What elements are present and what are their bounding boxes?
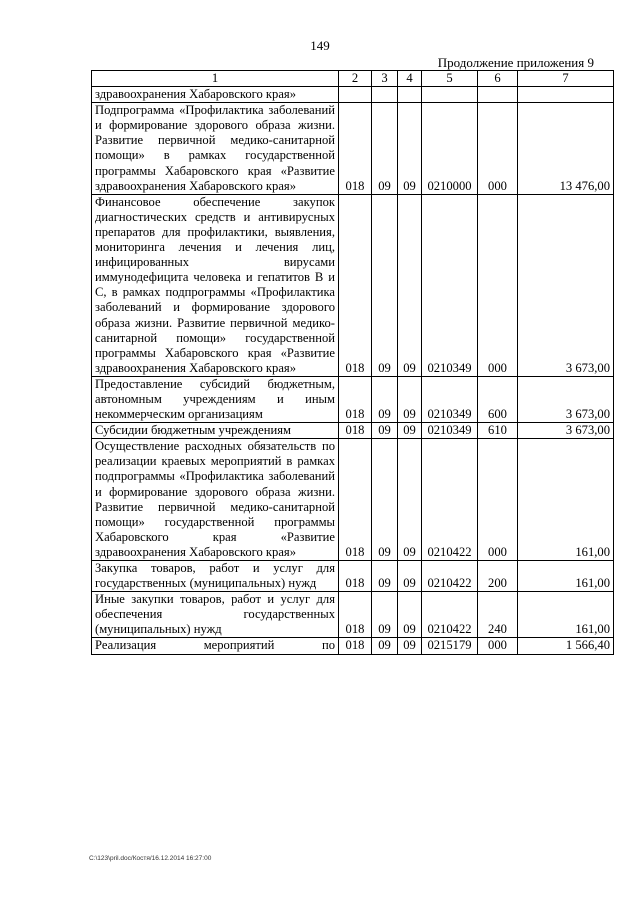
page-number: 149 [310, 38, 330, 53]
cell-amount: 161,00 [518, 592, 614, 638]
cell-subsection: 09 [398, 439, 422, 561]
row-name: Предоставление субсидий бюджетным, автономным учреждениям и иным некоммерческим организациям [92, 376, 339, 422]
cell-expense-type: 000 [478, 638, 518, 654]
cell-target-article: 0210349 [422, 376, 478, 422]
table-row [92, 194, 614, 376]
cell-expense-type: 600 [478, 376, 518, 422]
cell-expense-type: 000 [478, 439, 518, 561]
cell-target-article: 0215179 [422, 638, 478, 654]
column-header: 5 [422, 71, 478, 87]
cell-ministry: 018 [339, 194, 372, 376]
table-row [92, 87, 614, 103]
column-header: 7 [518, 71, 614, 87]
cell-ministry: 018 [339, 439, 372, 561]
cell-expense-type: 610 [478, 423, 518, 439]
table-row [92, 561, 614, 592]
column-header: 6 [478, 71, 518, 87]
cell-section: 09 [372, 439, 398, 561]
row-name: Закупка товаров, работ и услуг для государственных (муниципальных) нужд [92, 561, 339, 592]
file-path-footer: C:\123\pril.doc/Костя/16.12.2014 16:27:00 [89, 855, 212, 862]
cell-target-article: 0210349 [422, 194, 478, 376]
cell-ministry: 018 [339, 103, 372, 195]
table-row [92, 423, 614, 439]
cell-ministry: 018 [339, 423, 372, 439]
cell-subsection: 09 [398, 561, 422, 592]
table-row [92, 638, 614, 654]
cell-section: 09 [372, 592, 398, 638]
cell-target-article: 0210422 [422, 592, 478, 638]
cell-amount: 3 673,00 [518, 376, 614, 422]
cell-ministry: 018 [339, 561, 372, 592]
cell-expense-type: 000 [478, 194, 518, 376]
row-name: Подпрограмма «Профилактика заболеваний и формирование здорового образа жизни. Развитие первичной медико-санитарной помощи» в рамках государственной программы Хабаровского края «Развитие здравоохранения Хабаровского края» [92, 103, 339, 195]
column-header: 3 [372, 71, 398, 87]
cell-target-article: 0210349 [422, 423, 478, 439]
cell-subsection [398, 87, 422, 103]
cell-amount: 1 566,40 [518, 638, 614, 654]
cell-section: 09 [372, 423, 398, 439]
table-row [92, 592, 614, 638]
column-header: 1 [92, 71, 339, 87]
cell-expense-type [478, 87, 518, 103]
cell-ministry: 018 [339, 592, 372, 638]
column-header: 2 [339, 71, 372, 87]
cell-expense-type: 240 [478, 592, 518, 638]
budget-table [91, 70, 614, 655]
cell-subsection: 09 [398, 194, 422, 376]
cell-amount [518, 87, 614, 103]
cell-subsection: 09 [398, 638, 422, 654]
cell-section [372, 87, 398, 103]
row-name: Реализация мероприятий по [92, 638, 339, 654]
cell-section: 09 [372, 194, 398, 376]
continuation-label: Продолжение приложения 9 [437, 55, 594, 70]
row-name: Осуществление расходных обязательств по реализации краевых мероприятий в рамках подпрограммы «Профилактика заболеваний и формирование здорового образа жизни. Развитие первичной медико-санитарной помощи» государственной программы Хабаровского края «Развитие здравоохранения Хабаровского края» [92, 439, 339, 561]
cell-section: 09 [372, 103, 398, 195]
cell-amount: 13 476,00 [518, 103, 614, 195]
cell-expense-type: 200 [478, 561, 518, 592]
cell-target-article [422, 87, 478, 103]
row-name: здравоохранения Хабаровского края» [92, 87, 339, 103]
column-header: 4 [398, 71, 422, 87]
table-row [92, 439, 614, 561]
cell-ministry [339, 87, 372, 103]
row-name: Финансовое обеспечение закупок диагностических средств и антивирусных препаратов для профилактики, выявления, мониторинга лечения и лечения лиц, инфицированных вирусами иммунодефицита человека и гепатитов В и С, в рамках подпрограммы «Профилактика заболеваний и формирование здорового образа жизни. Развитие первичной медико-санитарной помощи» государственной программы Хабаровского края «Развитие здравоохранения Хабаровского края» [92, 194, 339, 376]
cell-subsection: 09 [398, 103, 422, 195]
cell-amount: 161,00 [518, 561, 614, 592]
cell-subsection: 09 [398, 592, 422, 638]
cell-expense-type: 000 [478, 103, 518, 195]
cell-subsection: 09 [398, 423, 422, 439]
cell-target-article: 0210422 [422, 561, 478, 592]
cell-amount: 3 673,00 [518, 423, 614, 439]
cell-amount: 3 673,00 [518, 194, 614, 376]
cell-ministry: 018 [339, 638, 372, 654]
cell-ministry: 018 [339, 376, 372, 422]
cell-target-article: 0210422 [422, 439, 478, 561]
table-row [92, 103, 614, 195]
table-row [92, 376, 614, 422]
cell-section: 09 [372, 561, 398, 592]
cell-amount: 161,00 [518, 439, 614, 561]
cell-section: 09 [372, 376, 398, 422]
header-row [92, 71, 614, 87]
row-name: Иные закупки товаров, работ и услуг для обеспечения государственных (муниципальных) нужд [92, 592, 339, 638]
cell-section: 09 [372, 638, 398, 654]
row-name: Субсидии бюджетным учреждениям [92, 423, 339, 439]
cell-subsection: 09 [398, 376, 422, 422]
cell-target-article: 0210000 [422, 103, 478, 195]
